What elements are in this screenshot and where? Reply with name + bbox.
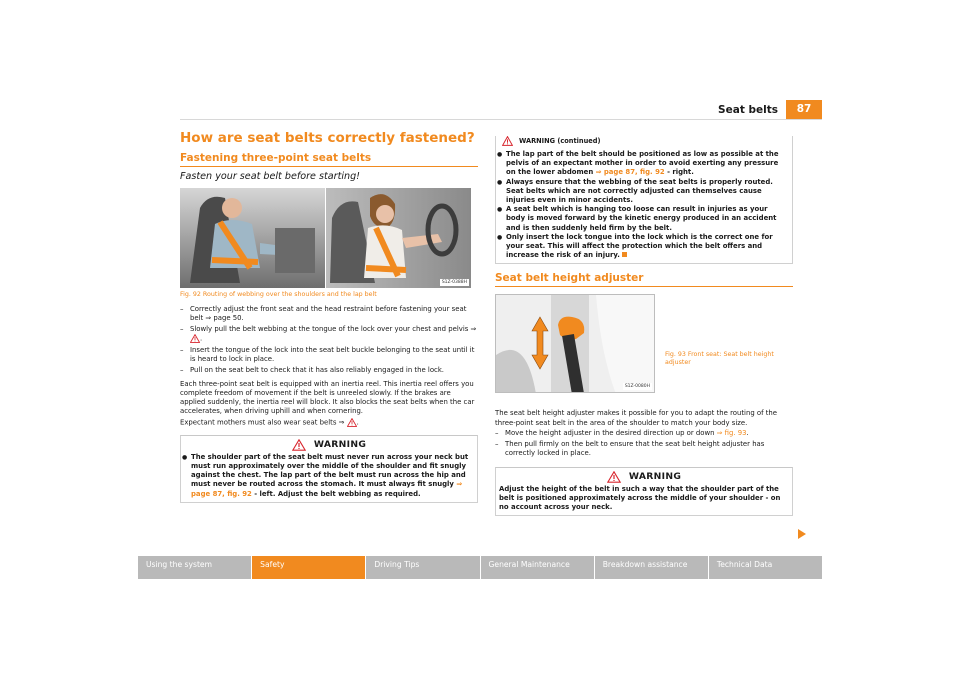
nav-tab-breakdown-assistance[interactable]: Breakdown assistance	[595, 556, 709, 579]
nav-tab-using-the-system[interactable]: Using the system	[138, 556, 252, 579]
figure-code: S1Z-0388H	[441, 280, 467, 285]
figure-93-image	[495, 294, 655, 393]
warning-triangle-icon	[607, 471, 621, 483]
list-item: – Move the height adjuster in the desired direction up or down ⇒ fig. 93.	[495, 429, 793, 438]
warning-triangle-icon	[347, 418, 357, 427]
intro-text: Fasten your seat belt before starting!	[180, 171, 361, 182]
list-item: – Slowly pull the belt webbing at the tongue of the lock over your chest and pelvis ⇒ .	[180, 325, 478, 344]
list-item: – Pull on the seat belt to check that it has also reliably engaged in the lock.	[180, 366, 478, 375]
instruction-list	[180, 305, 478, 375]
page-header-title: Seat belts	[718, 104, 778, 116]
warning-triangle-icon	[502, 136, 513, 146]
nav-tab-general-maintenance[interactable]: General Maintenance	[481, 556, 595, 579]
subsection-heading: Fastening three-point seat belts	[180, 152, 478, 167]
figure-92-image	[180, 188, 471, 288]
nav-tab-driving-tips[interactable]: Driving Tips	[366, 556, 480, 579]
warning-box-continued	[495, 136, 793, 264]
right-column	[495, 136, 793, 516]
warning-bullet: ● The lap part of the belt should be positioned as low as possible at the pelvis of an expectant mother in order to avoid exerting any pressure on the lower abdomen ⇒ page 87, fig. 92 - right.	[496, 150, 789, 178]
warning-text: Adjust the height of the belt in such a way that the shoulder part of the belt is positioned approximately across the middle of your shoulder - on no account across your neck.	[499, 484, 781, 512]
figure-93-caption: Fig. 93 Front seat: Seat belt height adjuster	[665, 351, 774, 367]
list-item: – Insert the tongue of the lock into the seat belt buckle belonging to the seat until it is heard to lock in place.	[180, 346, 478, 364]
warning-box	[495, 467, 793, 517]
header-divider	[180, 119, 822, 120]
warning-bullet: ● Only insert the lock tongue into the lock which is the correct one for your seat. This will affect the protection which the belt offers and increase the risk of an injury.	[496, 233, 789, 261]
warning-box	[180, 435, 478, 503]
warning-bullet: ● A seat belt which is hanging too loose can result in injuries as your body is moved forward by the kinetic energy produced in an accident and is then suddenly held firm by the belt.	[496, 205, 789, 233]
figure-93-row	[495, 294, 793, 398]
warning-header	[496, 136, 792, 150]
seat-belt-illustration	[180, 188, 471, 288]
warning-text	[496, 150, 792, 263]
instruction-list	[495, 429, 793, 458]
warning-title: WARNING	[628, 471, 682, 483]
nav-tab-technical-data[interactable]: Technical Data	[709, 556, 822, 579]
section-heading: How are seat belts correctly fastened?	[180, 130, 475, 146]
warning-bullet: ● Always ensure that the webbing of the seat belts is properly routed. Seat belts which are not correctly adjusted can themselves cause injuries even in minor accidents.	[496, 178, 789, 206]
body-paragraph: The seat belt height adjuster makes it possible for you to adapt the routing of the three-point seat belt in the area of the shoulder to match your body size.	[495, 409, 778, 427]
figure-reference-link[interactable]: ⇒ fig. 93	[716, 429, 747, 438]
section-end-marker	[622, 252, 627, 257]
figure-92-caption: Fig. 92 Routing of webbing over the shoulders and the lap belt	[180, 291, 377, 298]
page-number: 87	[786, 100, 822, 119]
body-paragraph: Expectant mothers must also wear seat belts ⇒ .	[180, 418, 359, 427]
next-page-arrow-icon[interactable]	[796, 528, 808, 540]
section-heading: Seat belt height adjuster	[495, 272, 793, 287]
body-paragraph: Each three-point seat belt is equipped with an inertia reel. This inertia reel offers you complete freedom of movement if the belt is unreeled slowly. If the brakes are applied suddenly, the inertia reel will block. It also blocks the seat belts when the car accelerates, when driving uphill and when cornering.	[180, 379, 475, 416]
nav-tab-safety[interactable]: Safety	[252, 556, 366, 579]
warning-triangle-icon	[190, 334, 200, 343]
chapter-navigation	[138, 556, 822, 579]
figure-code: S1Z-0080H	[624, 384, 650, 390]
list-item: – Correctly adjust the front seat and the head restraint before fastening your seat belt ⇒ page 50.	[180, 305, 478, 323]
height-adjuster-illustration	[496, 295, 655, 393]
left-column	[180, 130, 478, 503]
list-item: – Then pull firmly on the belt to ensure that the seat belt height adjuster has correctly locked in place.	[495, 440, 793, 458]
figure-reference-link[interactable]: ⇒ page 87, fig. 92	[595, 168, 665, 177]
figure-reference-link[interactable]: ⇒ page 87, fig. 92	[191, 480, 463, 498]
warning-header	[496, 468, 792, 485]
warning-title: WARNING (continued)	[519, 137, 601, 145]
warning-triangle-icon	[292, 439, 306, 451]
warning-header	[181, 436, 477, 453]
warning-title: WARNING	[313, 439, 367, 451]
warning-text: ● The shoulder part of the seat belt must never run across your neck but must run approximately over the middle of the shoulder and fit snugly against the chest. The lap part of the belt must run across the hip and must never be routed across the stomach. It must always fit snugly ⇒ page 87, fig. 92 - left. Adjust the belt webbing as required.	[181, 453, 477, 502]
